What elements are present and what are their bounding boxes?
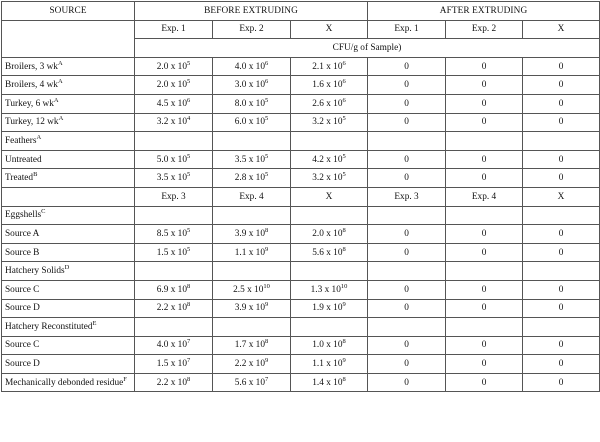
row-label bbox=[2, 299, 135, 318]
value-exponent: 7 bbox=[186, 338, 191, 346]
after-exp-b-value: 0 bbox=[446, 280, 523, 299]
value-exponent: 5 bbox=[186, 245, 191, 253]
before-exp-b-value bbox=[213, 280, 291, 299]
value-exponent: 5 bbox=[186, 59, 191, 67]
row-label-text: Broilers, 4 wk bbox=[5, 80, 58, 91]
group-header-row bbox=[2, 262, 600, 281]
value-mantissa: 2.1 x 10 bbox=[312, 61, 343, 72]
value-mantissa: 1.5 x 10 bbox=[156, 359, 187, 370]
empty-cell bbox=[213, 206, 291, 225]
after-exp-b-value: 0 bbox=[446, 169, 523, 188]
empty-cell bbox=[135, 262, 213, 281]
source-header: SOURCE bbox=[2, 2, 135, 21]
after-mean-value: 0 bbox=[523, 94, 600, 113]
value-mantissa: 1.1 x 10 bbox=[234, 247, 265, 258]
before-exp-a-value bbox=[135, 355, 213, 374]
row-label-footnote: A bbox=[58, 115, 64, 123]
row-label-text: Source B bbox=[5, 247, 40, 258]
group-label bbox=[2, 318, 135, 337]
empty-cell bbox=[368, 262, 446, 281]
row-label-text: Turkey, 12 wk bbox=[5, 117, 59, 128]
after-exp-b-value: 0 bbox=[446, 76, 523, 95]
before-mean-value bbox=[291, 57, 368, 76]
value-mantissa: 2.5 x 10 bbox=[233, 284, 264, 295]
before-exp-a-value bbox=[135, 150, 213, 169]
row-label-text: Treated bbox=[5, 173, 34, 184]
value-mantissa: 4.0 x 10 bbox=[156, 340, 187, 351]
empty-cell bbox=[523, 132, 600, 151]
row-label bbox=[2, 355, 135, 374]
empty-cell bbox=[291, 262, 368, 281]
value-mantissa: 4.5 x 10 bbox=[156, 98, 187, 109]
header-row-top bbox=[2, 2, 600, 21]
row-label-text: Hatchery Reconstituted bbox=[5, 321, 93, 332]
value-exponent: 8 bbox=[342, 226, 346, 234]
after-exp-a-value: 0 bbox=[368, 150, 446, 169]
after-exp-b-value: 0 bbox=[446, 299, 523, 318]
table-row bbox=[2, 336, 600, 355]
value-exponent: 6 bbox=[342, 96, 346, 104]
before-exp-a-value bbox=[135, 299, 213, 318]
row-label-text: Broilers, 3 wk bbox=[5, 61, 58, 72]
after-exp-a-value: 0 bbox=[368, 355, 446, 374]
before-exp-a-value bbox=[135, 373, 213, 392]
row-label-text: Hatchery Solids bbox=[5, 266, 65, 277]
value-mantissa: 2.0 x 10 bbox=[312, 228, 343, 239]
before-exp4-header: Exp. 4 bbox=[213, 187, 291, 206]
empty-cell bbox=[446, 262, 523, 281]
value-mantissa: 2.2 x 10 bbox=[234, 359, 265, 370]
before-mean-value bbox=[291, 150, 368, 169]
value-exponent: 5 bbox=[186, 226, 191, 234]
row-label-footnote: A bbox=[53, 96, 59, 104]
subheader-blank bbox=[2, 187, 135, 206]
value-mantissa: 4.0 x 10 bbox=[234, 61, 265, 72]
row-label-footnote: A bbox=[36, 133, 42, 141]
value-mantissa: 1.5 x 10 bbox=[156, 247, 187, 258]
group-label bbox=[2, 262, 135, 281]
value-mantissa: 5.6 x 10 bbox=[234, 377, 265, 388]
before-exp2-header: Exp. 2 bbox=[213, 20, 291, 39]
value-exponent: 8 bbox=[342, 245, 346, 253]
value-exponent: 8 bbox=[186, 282, 191, 290]
row-label bbox=[2, 336, 135, 355]
before-exp-b-value bbox=[213, 76, 291, 95]
value-mantissa: 6.9 x 10 bbox=[156, 284, 187, 295]
empty-cell bbox=[135, 132, 213, 151]
value-exponent: 5 bbox=[186, 152, 191, 160]
value-mantissa: 1.3 x 10 bbox=[310, 284, 341, 295]
after-mean-value: 0 bbox=[523, 225, 600, 244]
value-exponent: 5 bbox=[264, 115, 269, 123]
after-exp2-header: Exp. 2 bbox=[446, 20, 523, 39]
value-mantissa: 1.0 x 10 bbox=[312, 340, 343, 351]
value-mantissa: 1.7 x 10 bbox=[234, 340, 265, 351]
value-exponent: 6 bbox=[264, 78, 269, 86]
empty-cell bbox=[368, 132, 446, 151]
value-exponent: 10 bbox=[263, 282, 270, 290]
before-extruding-header: BEFORE EXTRUDING bbox=[135, 2, 368, 21]
after-mean-value: 0 bbox=[523, 76, 600, 95]
value-mantissa: 3.5 x 10 bbox=[156, 173, 187, 184]
row-label-text: Untreated bbox=[5, 154, 42, 165]
value-exponent: 8 bbox=[264, 226, 269, 234]
row-label-text: Eggshells bbox=[5, 210, 42, 221]
value-exponent: 9 bbox=[264, 245, 269, 253]
row-label bbox=[2, 169, 135, 188]
value-mantissa: 3.9 x 10 bbox=[234, 303, 265, 314]
after-exp-a-value: 0 bbox=[368, 57, 446, 76]
value-mantissa: 2.6 x 10 bbox=[312, 98, 343, 109]
after-exp-a-value: 0 bbox=[368, 225, 446, 244]
empty-cell bbox=[213, 318, 291, 337]
before-mean-value bbox=[291, 280, 368, 299]
before-x-header: X bbox=[291, 20, 368, 39]
before-mean-value bbox=[291, 373, 368, 392]
after-exp-a-value: 0 bbox=[368, 94, 446, 113]
after-exp-a-value: 0 bbox=[368, 169, 446, 188]
before-mean-value bbox=[291, 355, 368, 374]
after-mean-value: 0 bbox=[523, 299, 600, 318]
after-exp-b-value: 0 bbox=[446, 373, 523, 392]
after-exp4-header: Exp. 4 bbox=[446, 187, 523, 206]
empty-cell bbox=[368, 318, 446, 337]
before-exp-b-value bbox=[213, 113, 291, 132]
group-label bbox=[2, 206, 135, 225]
row-label-footnote: A bbox=[57, 59, 63, 67]
before-exp-a-value bbox=[135, 280, 213, 299]
row-label bbox=[2, 76, 135, 95]
before-exp-a-value bbox=[135, 113, 213, 132]
group-header-row bbox=[2, 206, 600, 225]
after-mean-value: 0 bbox=[523, 355, 600, 374]
after-exp-a-value: 0 bbox=[368, 280, 446, 299]
value-mantissa: 6.0 x 10 bbox=[234, 117, 265, 128]
after-exp-b-value: 0 bbox=[446, 336, 523, 355]
table-row bbox=[2, 76, 600, 95]
group-header-row bbox=[2, 318, 600, 337]
value-exponent: 7 bbox=[186, 356, 191, 364]
empty-cell bbox=[213, 132, 291, 151]
value-mantissa: 8.5 x 10 bbox=[156, 228, 187, 239]
table-row bbox=[2, 57, 600, 76]
after-mean-value: 0 bbox=[523, 243, 600, 262]
after-mean-value: 0 bbox=[523, 57, 600, 76]
value-mantissa: 3.9 x 10 bbox=[234, 228, 265, 239]
before-exp-a-value bbox=[135, 57, 213, 76]
value-mantissa: 4.2 x 10 bbox=[312, 154, 343, 165]
value-exponent: 8 bbox=[342, 375, 346, 383]
empty-cell bbox=[135, 206, 213, 225]
value-exponent: 9 bbox=[264, 301, 269, 309]
row-label-text: Source D bbox=[5, 303, 40, 314]
before-exp-b-value bbox=[213, 336, 291, 355]
value-mantissa: 5.6 x 10 bbox=[312, 247, 343, 258]
after-mean-value: 0 bbox=[523, 169, 600, 188]
after-exp-b-value: 0 bbox=[446, 94, 523, 113]
before-exp1-header: Exp. 1 bbox=[135, 20, 213, 39]
data-table bbox=[1, 1, 600, 392]
before-exp-b-value bbox=[213, 94, 291, 113]
empty-cell bbox=[135, 318, 213, 337]
value-exponent: 5 bbox=[186, 171, 191, 179]
after-exp-b-value: 0 bbox=[446, 355, 523, 374]
value-exponent: 5 bbox=[186, 78, 191, 86]
table-row bbox=[2, 299, 600, 318]
value-exponent: 6 bbox=[342, 59, 346, 67]
row-label bbox=[2, 243, 135, 262]
after-exp-b-value: 0 bbox=[446, 243, 523, 262]
row-label-text: Source D bbox=[5, 359, 40, 370]
value-mantissa: 3.0 x 10 bbox=[234, 80, 265, 91]
after-exp1-header: Exp. 1 bbox=[368, 20, 446, 39]
before-mean-value bbox=[291, 113, 368, 132]
table-row bbox=[2, 225, 600, 244]
before-mean-value bbox=[291, 94, 368, 113]
value-mantissa: 2.2 x 10 bbox=[156, 377, 187, 388]
row-label-footnote: A bbox=[57, 78, 63, 86]
empty-cell bbox=[291, 206, 368, 225]
before-exp-b-value bbox=[213, 57, 291, 76]
value-mantissa: 2.0 x 10 bbox=[156, 80, 187, 91]
value-mantissa: 1.1 x 10 bbox=[312, 359, 343, 370]
before-exp-a-value bbox=[135, 76, 213, 95]
after-exp-a-value: 0 bbox=[368, 243, 446, 262]
value-mantissa: 2.0 x 10 bbox=[156, 61, 187, 72]
before-exp-a-value bbox=[135, 243, 213, 262]
value-mantissa: 3.2 x 10 bbox=[156, 117, 187, 128]
group-label bbox=[2, 132, 135, 151]
value-exponent: 5 bbox=[264, 171, 269, 179]
before-x-header-2: X bbox=[291, 187, 368, 206]
before-exp-b-value bbox=[213, 169, 291, 188]
after-exp-a-value: 0 bbox=[368, 373, 446, 392]
after-x-header: X bbox=[523, 20, 600, 39]
before-exp-a-value bbox=[135, 169, 213, 188]
row-label bbox=[2, 280, 135, 299]
after-mean-value: 0 bbox=[523, 150, 600, 169]
before-exp-b-value bbox=[213, 373, 291, 392]
before-exp-b-value bbox=[213, 355, 291, 374]
value-exponent: 9 bbox=[264, 356, 269, 364]
empty-cell bbox=[523, 318, 600, 337]
before-mean-value bbox=[291, 336, 368, 355]
table-row bbox=[2, 169, 600, 188]
before-exp3-header: Exp. 3 bbox=[135, 187, 213, 206]
empty-cell bbox=[446, 206, 523, 225]
after-exp-a-value: 0 bbox=[368, 299, 446, 318]
value-exponent: 5 bbox=[264, 152, 269, 160]
value-exponent: 8 bbox=[186, 375, 191, 383]
value-mantissa: 2.8 x 10 bbox=[234, 173, 265, 184]
after-mean-value: 0 bbox=[523, 373, 600, 392]
value-exponent: 9 bbox=[342, 301, 346, 309]
row-label-text: Mechanically debonded residue bbox=[5, 377, 124, 388]
before-mean-value bbox=[291, 299, 368, 318]
value-exponent: 5 bbox=[342, 115, 346, 123]
before-mean-value bbox=[291, 76, 368, 95]
empty-cell bbox=[523, 262, 600, 281]
source-header-blank bbox=[2, 20, 135, 57]
empty-cell bbox=[523, 206, 600, 225]
value-exponent: 5 bbox=[264, 96, 269, 104]
header-row-exp bbox=[2, 20, 600, 39]
value-mantissa: 1.4 x 10 bbox=[312, 377, 343, 388]
empty-cell bbox=[291, 132, 368, 151]
row-label-text: Source C bbox=[5, 340, 40, 351]
after-exp-b-value: 0 bbox=[446, 225, 523, 244]
after-exp3-header: Exp. 3 bbox=[368, 187, 446, 206]
after-exp-b-value: 0 bbox=[446, 113, 523, 132]
value-exponent: 6 bbox=[342, 78, 346, 86]
group-header-row bbox=[2, 132, 600, 151]
value-mantissa: 3.5 x 10 bbox=[234, 154, 265, 165]
empty-cell bbox=[368, 206, 446, 225]
after-exp-b-value: 0 bbox=[446, 150, 523, 169]
value-mantissa: 3.2 x 10 bbox=[312, 117, 343, 128]
empty-cell bbox=[213, 262, 291, 281]
value-exponent: 5 bbox=[342, 171, 346, 179]
value-mantissa: 5.0 x 10 bbox=[156, 154, 187, 165]
value-exponent: 6 bbox=[186, 96, 191, 104]
row-label-footnote: C bbox=[41, 208, 46, 216]
value-mantissa: 2.2 x 10 bbox=[156, 303, 187, 314]
table-row bbox=[2, 355, 600, 374]
before-exp-b-value bbox=[213, 299, 291, 318]
row-label-text: Source C bbox=[5, 284, 40, 295]
value-exponent: 7 bbox=[264, 375, 269, 383]
table-row bbox=[2, 280, 600, 299]
before-mean-value bbox=[291, 169, 368, 188]
row-label-text: Turkey, 6 wk bbox=[5, 98, 54, 109]
empty-cell bbox=[446, 132, 523, 151]
value-exponent: 5 bbox=[342, 152, 346, 160]
after-exp-a-value: 0 bbox=[368, 336, 446, 355]
value-mantissa: 1.6 x 10 bbox=[312, 80, 343, 91]
after-exp-b-value: 0 bbox=[446, 57, 523, 76]
value-exponent: 6 bbox=[264, 59, 269, 67]
row-label-footnote: E bbox=[92, 319, 97, 327]
value-mantissa: 8.0 x 10 bbox=[234, 98, 265, 109]
row-label-text: Source A bbox=[5, 228, 40, 239]
value-mantissa: 1.9 x 10 bbox=[312, 303, 343, 314]
before-exp-b-value bbox=[213, 150, 291, 169]
empty-cell bbox=[291, 318, 368, 337]
value-exponent: 8 bbox=[264, 338, 269, 346]
row-label-footnote: D bbox=[64, 264, 70, 272]
units-header: CFU/g of Sample) bbox=[135, 39, 600, 58]
value-exponent: 8 bbox=[186, 301, 191, 309]
subheader-row bbox=[2, 187, 600, 206]
row-label-footnote: B bbox=[33, 171, 38, 179]
after-exp-a-value: 0 bbox=[368, 113, 446, 132]
before-mean-value bbox=[291, 225, 368, 244]
before-mean-value bbox=[291, 243, 368, 262]
after-extruding-header: AFTER EXTRUDING bbox=[368, 2, 600, 21]
row-label bbox=[2, 150, 135, 169]
row-label bbox=[2, 57, 135, 76]
value-exponent: 10 bbox=[340, 282, 348, 290]
table-row bbox=[2, 150, 600, 169]
before-exp-b-value bbox=[213, 243, 291, 262]
row-label bbox=[2, 225, 135, 244]
value-mantissa: 3.2 x 10 bbox=[312, 173, 343, 184]
row-label-footnote: F bbox=[123, 375, 127, 383]
after-mean-value: 0 bbox=[523, 113, 600, 132]
value-exponent: 8 bbox=[342, 338, 346, 346]
table-row bbox=[2, 243, 600, 262]
row-label-text: Feathers bbox=[5, 135, 37, 146]
empty-cell bbox=[446, 318, 523, 337]
before-exp-b-value bbox=[213, 225, 291, 244]
table-row bbox=[2, 373, 600, 392]
row-label bbox=[2, 373, 135, 392]
row-label bbox=[2, 94, 135, 113]
value-exponent: 9 bbox=[342, 356, 346, 364]
after-mean-value: 0 bbox=[523, 336, 600, 355]
after-exp-a-value: 0 bbox=[368, 76, 446, 95]
row-label bbox=[2, 113, 135, 132]
table-row bbox=[2, 94, 600, 113]
before-exp-a-value bbox=[135, 94, 213, 113]
before-exp-a-value bbox=[135, 225, 213, 244]
after-mean-value: 0 bbox=[523, 280, 600, 299]
before-exp-a-value bbox=[135, 336, 213, 355]
value-exponent: 4 bbox=[186, 115, 191, 123]
after-x-header-2: X bbox=[523, 187, 600, 206]
table-row bbox=[2, 113, 600, 132]
